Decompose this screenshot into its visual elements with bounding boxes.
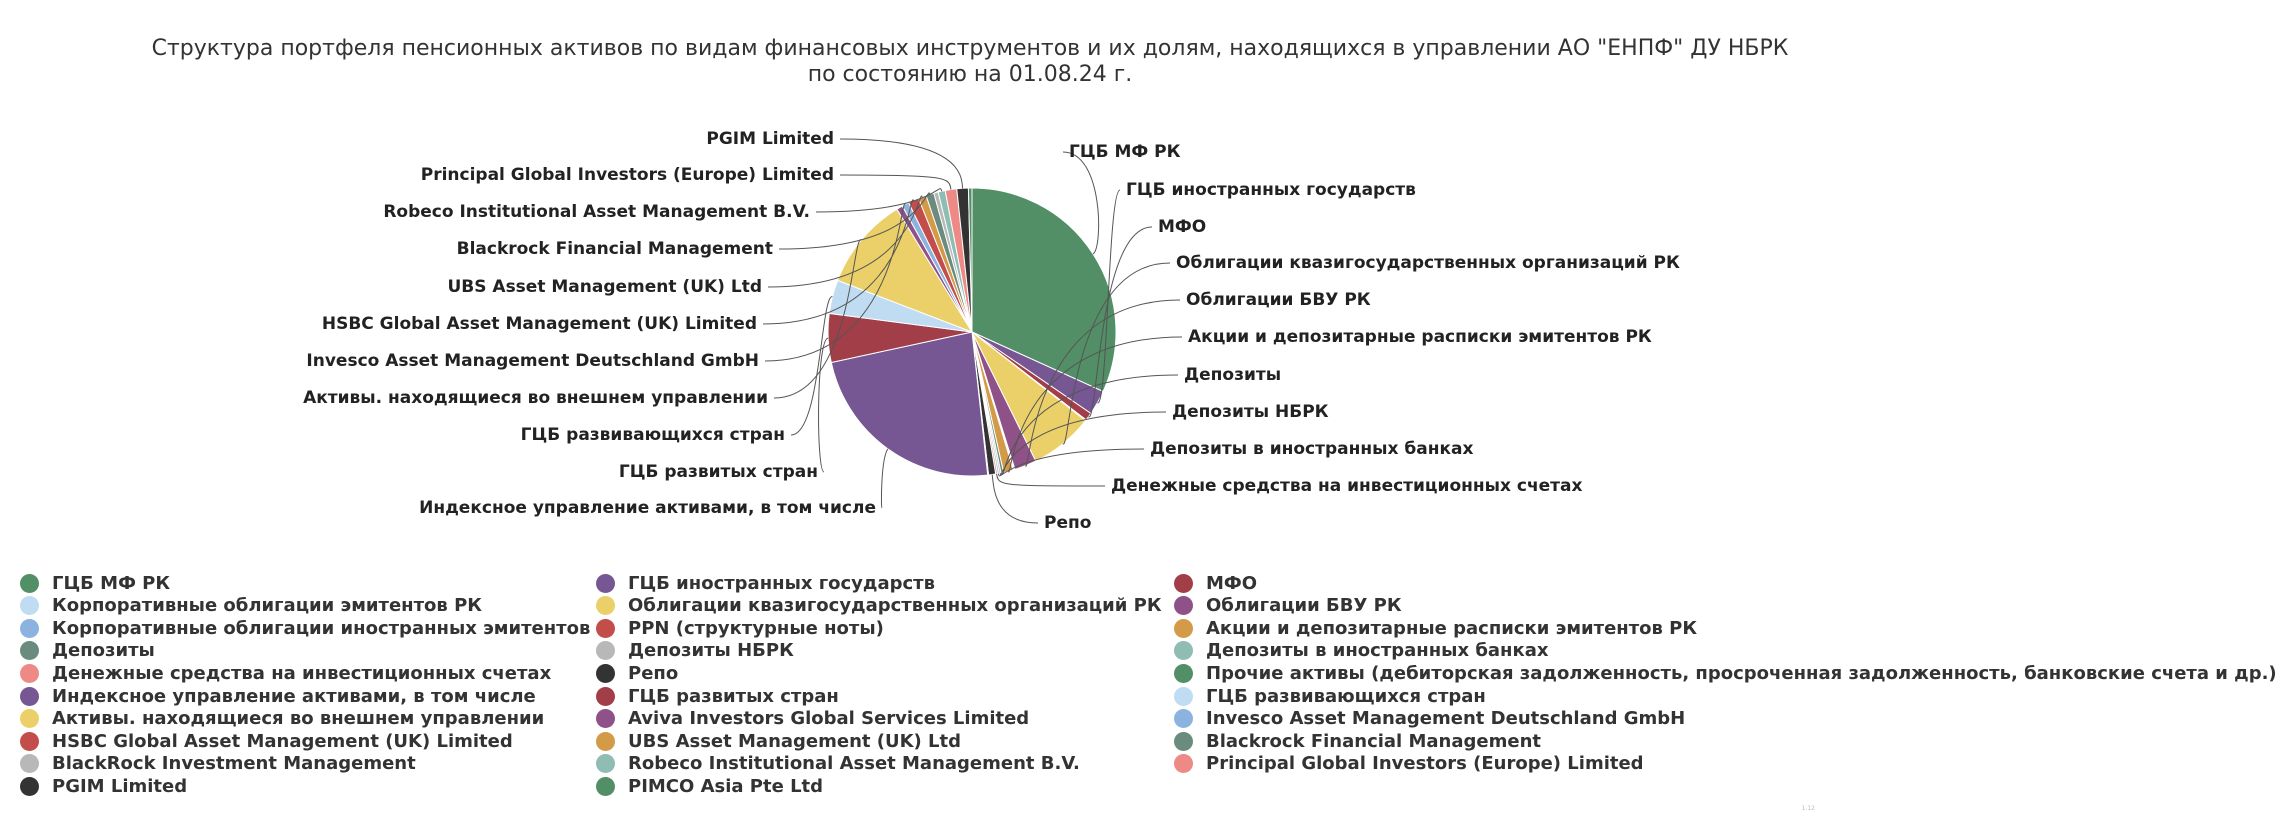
legend-marker <box>596 687 615 706</box>
legend-label: Депозиты НБРК <box>628 640 794 662</box>
legend-marker <box>20 664 39 683</box>
slice-label: Облигации БВУ РК <box>1186 290 1371 310</box>
slice-label: Депозиты <box>1184 365 1282 385</box>
legend-marker <box>20 687 39 706</box>
legend-label: Репо <box>628 662 679 684</box>
slice-label: Blackrock Financial Management <box>456 239 773 259</box>
legend-item[interactable] <box>596 617 1151 639</box>
legend-label: PPN (структурные ноты) <box>628 617 884 639</box>
legend-item[interactable] <box>596 753 1151 775</box>
legend-marker <box>1174 754 1193 773</box>
legend-item[interactable] <box>596 640 1151 662</box>
legend-label: Депозиты <box>52 640 155 662</box>
legend-label: Aviva Investors Global Services Limited <box>628 708 1030 730</box>
legend-marker <box>1174 596 1193 615</box>
legend-label: UBS Asset Management (UK) Ltd <box>628 730 962 752</box>
legend-item[interactable] <box>1174 595 1734 617</box>
slice-label: ГЦБ МФ РК <box>1069 142 1181 162</box>
slice-label: ГЦБ развивающихся стран <box>520 425 785 445</box>
legend-item[interactable] <box>596 662 1151 684</box>
credit-text: 1.12 <box>1801 805 1815 812</box>
connector-line <box>881 449 887 508</box>
legend-marker <box>20 732 39 751</box>
slice-label: МФО <box>1158 217 1207 237</box>
legend-item[interactable] <box>1174 730 1734 752</box>
legend-item[interactable] <box>1174 572 1734 594</box>
legend-marker <box>1174 709 1193 728</box>
legend-item[interactable] <box>1174 662 2277 684</box>
slice-label: UBS Asset Management (UK) Ltd <box>447 277 762 297</box>
slice-label: ГЦБ развитых стран <box>618 462 818 482</box>
legend-marker <box>20 777 39 796</box>
legend-marker <box>1174 619 1193 638</box>
legend-label: ГЦБ развитых стран <box>628 685 839 707</box>
legend-label: Денежные средства на инвестиционных счетах <box>52 662 552 684</box>
slice-label: Активы. находящиеся во внешнем управлении <box>303 388 768 408</box>
legend-marker <box>20 574 39 593</box>
legend-marker <box>596 641 615 660</box>
slice-label: ГЦБ иностранных государств <box>1126 180 1416 200</box>
legend-item[interactable] <box>20 730 560 752</box>
legend-label: Корпоративные облигации иностранных эмитентов <box>52 617 591 639</box>
legend-marker <box>20 709 39 728</box>
legend-label: МФО <box>1206 572 1258 594</box>
legend-marker <box>1174 664 1193 683</box>
legend-marker <box>20 619 39 638</box>
legend-item[interactable] <box>20 708 560 730</box>
legend-marker <box>596 777 615 796</box>
legend-marker <box>20 641 39 660</box>
slice-label: Репо <box>1044 513 1092 533</box>
legend-marker <box>1174 732 1193 751</box>
slice-label: Principal Global Investors (Europe) Limited <box>420 165 834 185</box>
slice-label: HSBC Global Asset Management (UK) Limited <box>321 314 757 334</box>
slice-label: PGIM Limited <box>706 129 834 149</box>
legend-item[interactable] <box>20 662 560 684</box>
connector-line <box>997 474 1105 486</box>
legend-label: ГЦБ МФ РК <box>52 572 171 594</box>
legend-item[interactable] <box>596 685 1151 707</box>
legend-marker <box>596 709 615 728</box>
legend-item[interactable] <box>20 685 560 707</box>
connector-line <box>992 475 1038 523</box>
legend-label: PIMCO Asia Pte Ltd <box>628 775 824 797</box>
legend-item[interactable] <box>20 640 560 662</box>
legend-marker <box>20 754 39 773</box>
legend-label: Blackrock Financial Management <box>1206 730 1541 752</box>
legend-item[interactable] <box>596 595 1162 617</box>
legend-item[interactable] <box>1174 617 1734 639</box>
legend-label: ГЦБ иностранных государств <box>628 572 935 594</box>
legend-item[interactable] <box>20 775 560 797</box>
legend-item[interactable] <box>596 730 1151 752</box>
legend-marker <box>596 574 615 593</box>
slice-label: Депозиты НБРК <box>1172 402 1329 422</box>
legend-marker <box>596 596 615 615</box>
connector-line <box>791 297 832 435</box>
connector-line <box>840 139 963 188</box>
legend-marker <box>596 732 615 751</box>
legend-label: Прочие активы (дебиторская задолженность, просроченная задолженность, банковские счета и др.) <box>1206 662 2277 684</box>
legend-label: Индексное управление активами, в том числе <box>52 685 536 707</box>
legend-item[interactable] <box>1174 640 1734 662</box>
legend-label: Активы. находящиеся во внешнем управлении <box>52 708 545 730</box>
legend-label: Корпоративные облигации эмитентов РК <box>52 595 482 617</box>
slice-label: Invesco Asset Management Deutschland GmbH <box>306 351 759 371</box>
legend-marker <box>596 754 615 773</box>
legend-label: Акции и депозитарные расписки эмитентов РК <box>1206 617 1698 639</box>
legend-item[interactable] <box>20 617 591 639</box>
legend-label: PGIM Limited <box>52 775 188 797</box>
legend-label: Principal Global Investors (Europe) Limited <box>1206 753 1644 775</box>
legend-marker <box>1174 687 1193 706</box>
slice-label: Облигации квазигосударственных организаций РК <box>1176 253 1680 273</box>
legend-label: Robeco Institutional Asset Management B.V. <box>628 753 1080 775</box>
slice-label: Индексное управление активами, в том числе <box>419 498 876 518</box>
legend-label: HSBC Global Asset Management (UK) Limited <box>52 730 513 752</box>
chart-title: Структура портфеля пенсионных активов по видам финансовых инструментов и их долям, находящихся в управлении АО "ЕНПФ" ДУ НБРК по состоянию на 01.08.24 г. <box>151 36 1789 87</box>
legend-label: Invesco Asset Management Deutschland GmbH <box>1206 708 1686 730</box>
connector-line <box>840 175 951 190</box>
slice-label: Денежные средства на инвестиционных счетах <box>1111 476 1583 496</box>
legend-item[interactable] <box>596 708 1151 730</box>
legend-item[interactable] <box>1174 708 1734 730</box>
legend-item[interactable] <box>20 595 560 617</box>
legend-label: Облигации квазигосударственных организаций РК <box>628 595 1162 617</box>
slice-label: Robeco Institutional Asset Management B.V. <box>383 202 810 222</box>
legend-marker <box>596 664 615 683</box>
legend-item[interactable] <box>1174 685 1734 707</box>
legend-label: BlackRock Investment Management <box>52 753 416 775</box>
legend-marker <box>20 596 39 615</box>
legend-marker <box>1174 641 1193 660</box>
legend-item[interactable] <box>1174 753 1734 775</box>
legend-item[interactable] <box>20 572 560 594</box>
legend-item[interactable] <box>596 572 1151 594</box>
legend-label: ГЦБ развивающихся стран <box>1206 685 1486 707</box>
legend-marker <box>596 619 615 638</box>
legend-label: Депозиты в иностранных банках <box>1206 640 1549 662</box>
slice-label: Акции и депозитарные расписки эмитентов РК <box>1188 327 1652 347</box>
connector-line <box>819 338 829 472</box>
slice-label: Депозиты в иностранных банках <box>1150 439 1474 459</box>
legend-item[interactable] <box>20 753 560 775</box>
legend-item[interactable] <box>596 775 1151 797</box>
legend-marker <box>1174 574 1193 593</box>
legend-label: Облигации БВУ РК <box>1206 595 1402 617</box>
